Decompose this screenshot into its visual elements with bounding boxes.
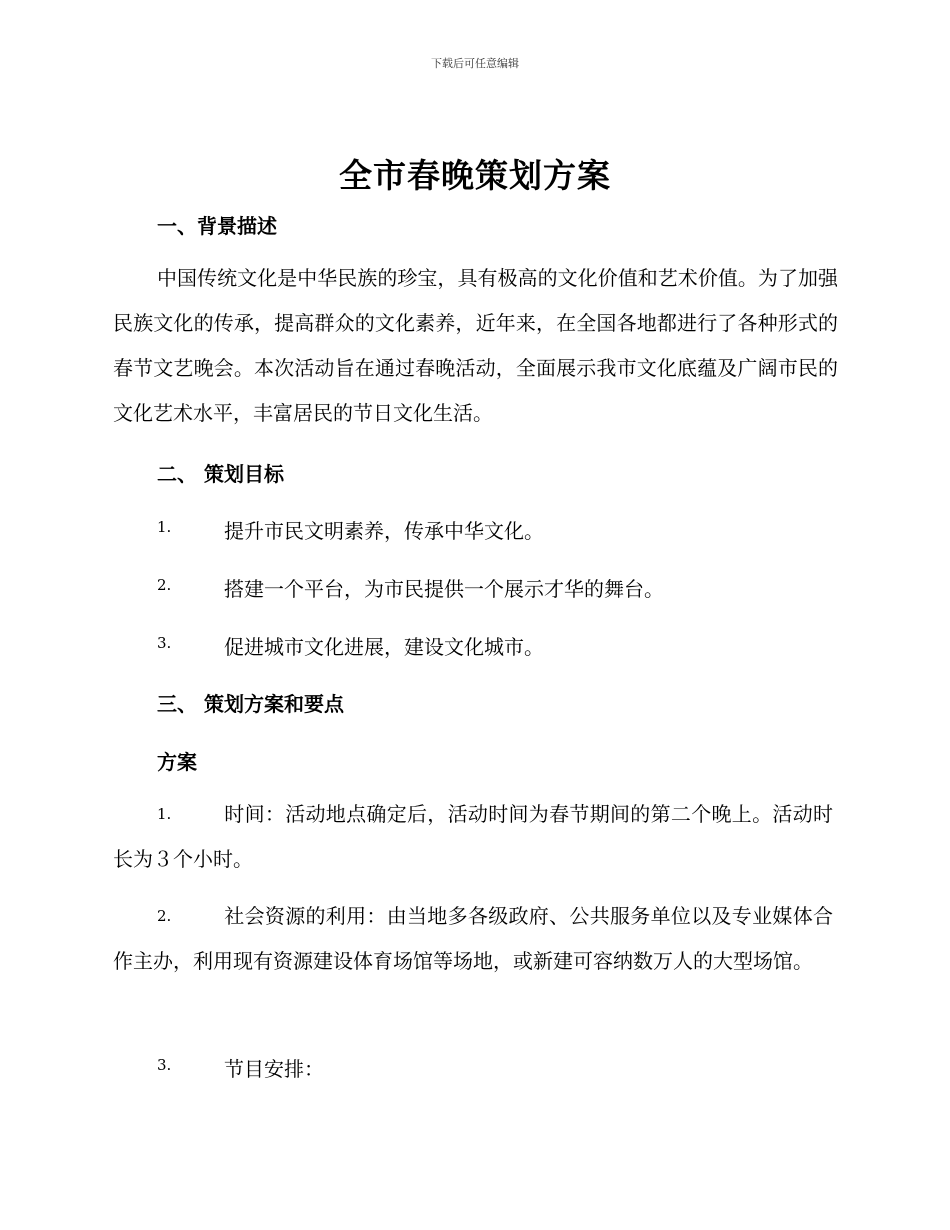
- plan-item-number: 1.: [157, 805, 172, 823]
- plan-item-number: 2.: [157, 907, 172, 925]
- plan-item-text: 社会资源的利用：由当地多各级政府、公共服务单位以及专业媒体合作主办，利用现有资源建设体育场馆等场地，或新建可容纳数万人的大型场馆。: [113, 904, 833, 973]
- goal-item-number: 3.: [157, 634, 172, 652]
- goal-item-number: 1.: [157, 518, 172, 536]
- goal-item-text: 提升市民文明素养，传承中华文化。: [224, 519, 544, 543]
- plan-item-text: 节目安排：: [224, 1057, 324, 1081]
- plan-item-number: 3.: [157, 1056, 172, 1074]
- background-paragraph: 中国传统文化是中华民族的珍宝，具有极高的文化价值和艺术价值。为了加强民族文化的传承，提高群众的文化素养，近年来，在全国各地都进行了各种形式的春节文艺晚会。本次活动旨在通过春晚活动，全面展示我市文化底蕴及广阔市民的文化艺术水平，丰富居民的节日文化生活。: [113, 266, 838, 425]
- plan-item-text: 时间：活动地点确定后，活动时间为春节期间的第二个晚上。活动时长为３个小时。: [113, 802, 833, 871]
- section-heading-background: 一、背景描述: [157, 214, 277, 238]
- document-title: 全市春晚策划方案: [339, 156, 611, 195]
- plan-subheading: 方案: [157, 750, 197, 774]
- header-note: 下载后可任意编辑: [431, 57, 519, 70]
- section-heading-plan: 三、 策划方案和要点: [157, 692, 344, 716]
- goal-item-number: 2.: [157, 576, 172, 594]
- goal-item-text: 搭建一个平台，为市民提供一个展示才华的舞台。: [224, 577, 664, 601]
- goal-item-text: 促进城市文化进展，建设文化城市。: [224, 635, 544, 659]
- plan-item: [113, 792, 833, 882]
- section-heading-goals: 二、 策划目标: [157, 462, 284, 486]
- plan-item: [113, 894, 833, 984]
